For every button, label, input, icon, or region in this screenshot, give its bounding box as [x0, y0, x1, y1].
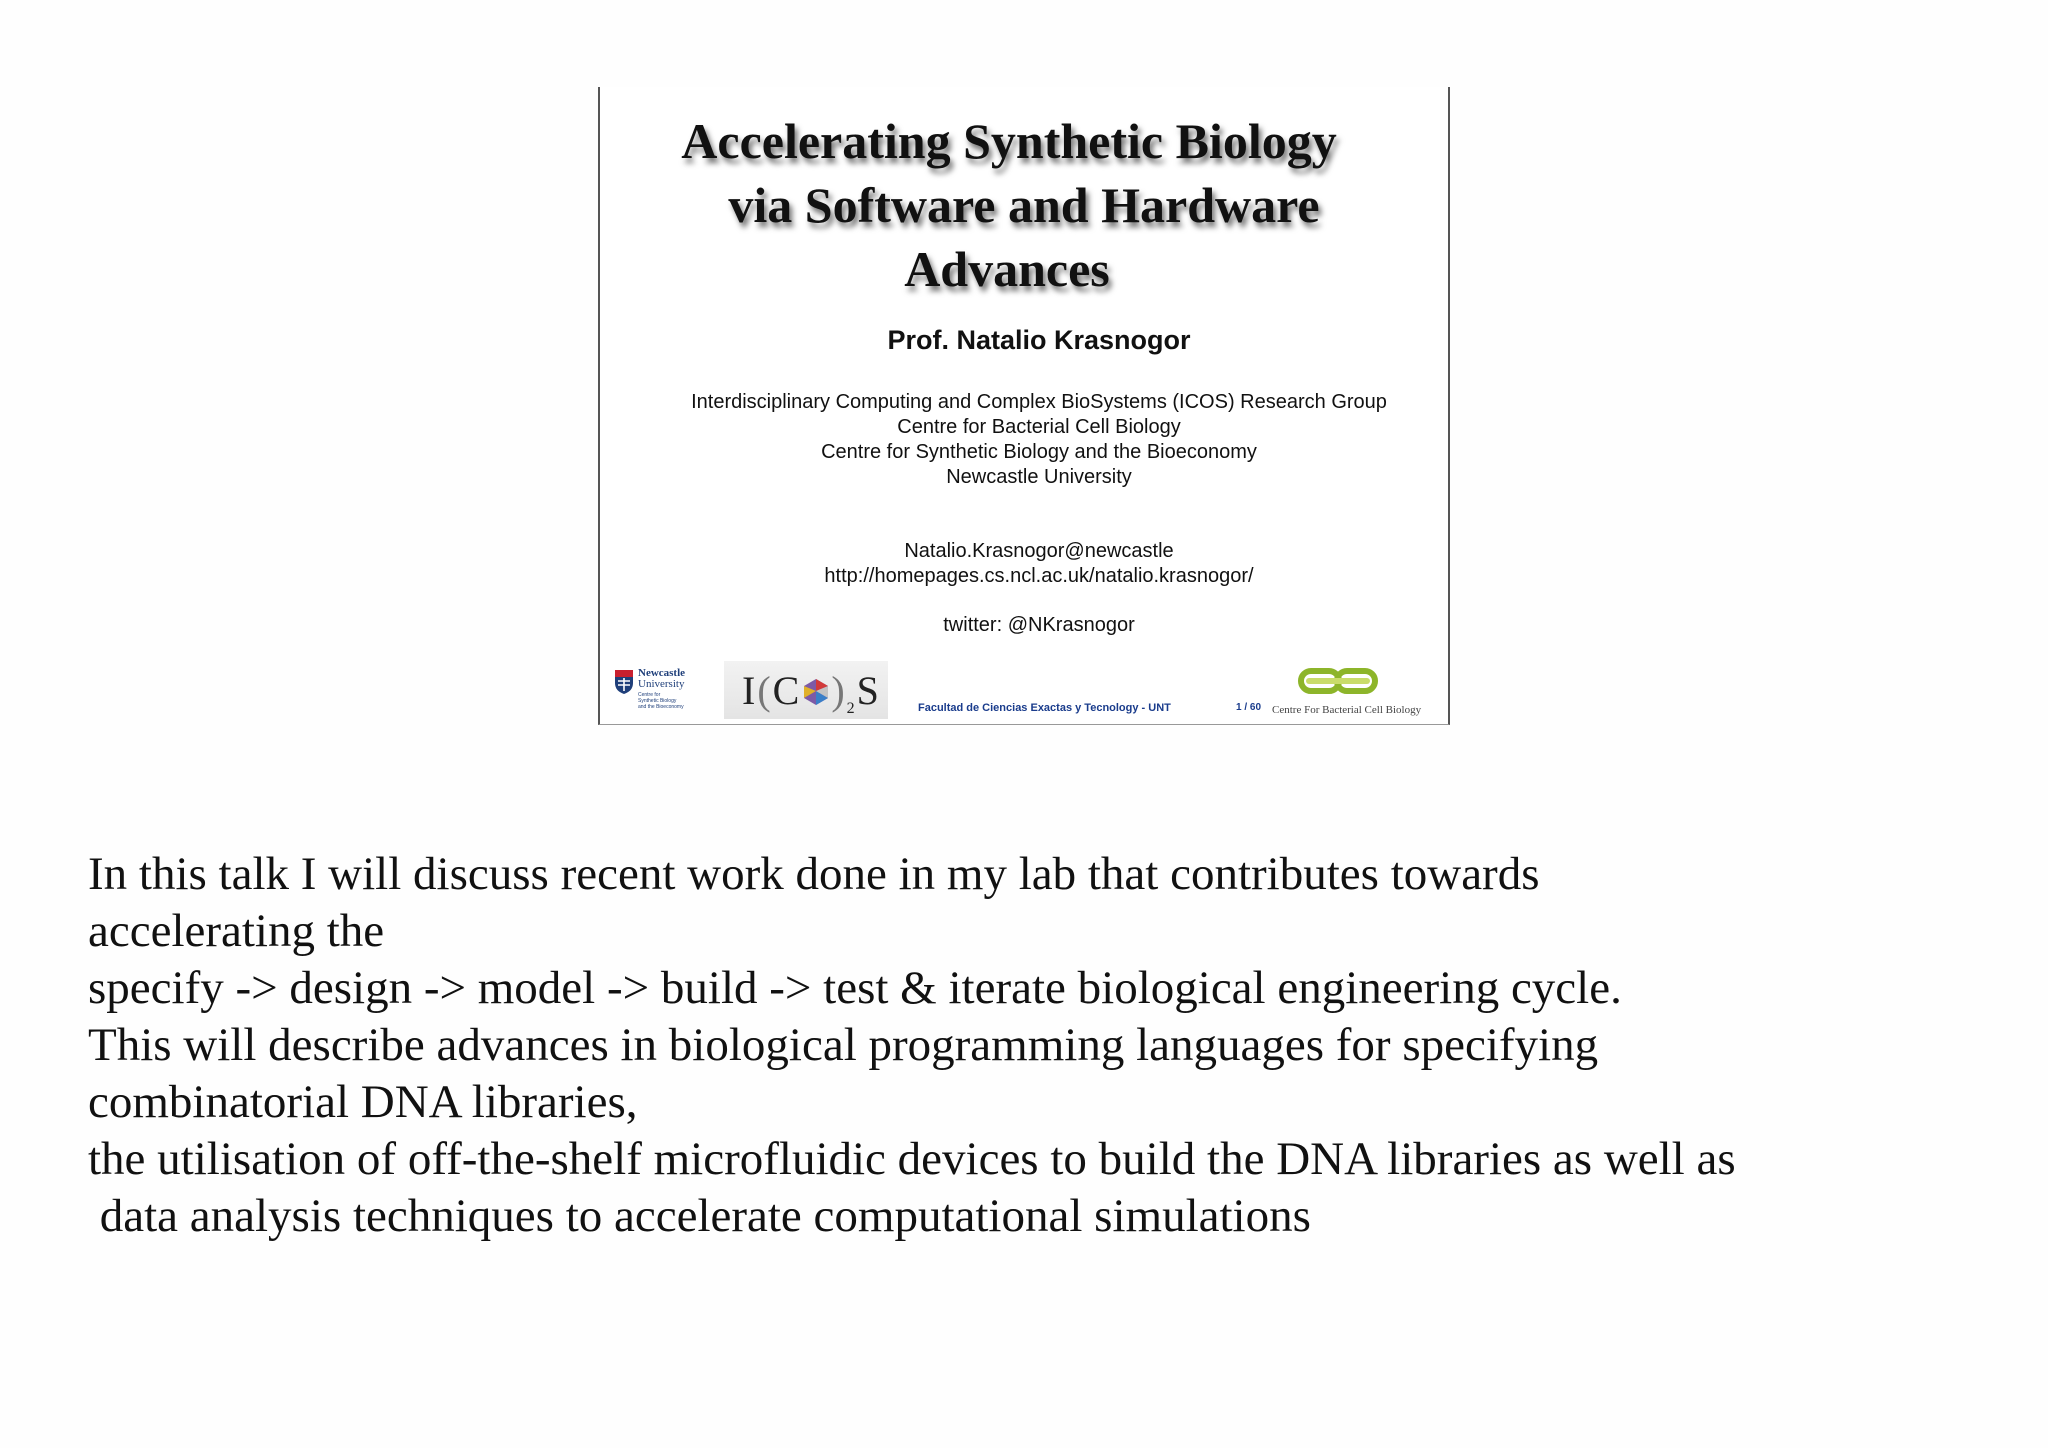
- newcastle-logo-name: [638, 668, 685, 690]
- slide-email: Natalio.Krasnogor@newcastle: [904, 540, 1174, 562]
- icos-bracket: (: [757, 668, 773, 713]
- slide-author: Prof. Natalio Krasnogor: [887, 325, 1191, 355]
- cbcb-logo-text: Centre For Bacterial Cell Biology: [1272, 704, 1422, 716]
- icos-logo: [724, 661, 888, 719]
- slide-title-line: Accelerating Synthetic Biology: [681, 113, 1337, 169]
- newcastle-logo-line: University: [638, 678, 685, 690]
- affiliation-line: Newcastle University: [946, 466, 1132, 488]
- newcastle-logo-subline: Synthetic Biology: [638, 698, 677, 704]
- notes-line: This will describe advances in biological programming languages for specifying: [88, 1019, 1599, 1071]
- bacteria-logo-icon: [1298, 667, 1378, 695]
- cbcb-logo: [1272, 667, 1452, 723]
- slide-title-line: via Software and Hardware: [728, 177, 1320, 233]
- icos-letter: C: [772, 668, 802, 713]
- icos-subscript: 2: [846, 700, 857, 717]
- slide-url: http://homepages.cs.ncl.ac.uk/natalio.krasnogor/: [824, 565, 1254, 587]
- newcastle-logo-subline: Centre for: [638, 692, 661, 698]
- notes-line: data analysis techniques to accelerate computational simulations: [88, 1190, 1311, 1242]
- slide-title-line: Advances: [904, 241, 1110, 297]
- newcastle-logo-line: Newcastle: [638, 667, 686, 679]
- slide-title: [600, 109, 1448, 301]
- slide-contact: [600, 539, 1448, 589]
- speaker-notes: [88, 846, 2018, 1245]
- slide-thumbnail: [598, 87, 1450, 725]
- notes-line: accelerating the: [88, 905, 385, 957]
- slide-affiliations: [600, 390, 1448, 490]
- icos-letter: I: [742, 668, 758, 713]
- notes-line: the utilisation of off-the-shelf microfluidic devices to build the DNA libraries as well as: [88, 1133, 1736, 1185]
- icos-letter: S: [856, 668, 881, 713]
- affiliation-line: Interdisciplinary Computing and Complex BioSystems (ICOS) Research Group: [691, 391, 1387, 413]
- newcastle-logo-subtitle: [638, 692, 684, 710]
- newcastle-crest-icon: [614, 669, 634, 695]
- slide-twitter: twitter: @NKrasnogor: [943, 614, 1135, 636]
- icos-logo-text: [742, 667, 881, 718]
- notes-line: In this talk I will discuss recent work done in my lab that contributes towards: [88, 848, 1540, 900]
- slide-page-number: 1 / 60: [1236, 702, 1262, 713]
- icosahedron-icon: [801, 677, 831, 707]
- notes-line: specify -> design -> model -> build -> test & iterate biological engineering cycle.: [88, 962, 1622, 1014]
- notes-line: combinatorial DNA libraries,: [88, 1076, 638, 1128]
- newcastle-logo-subline: and the Bioeconomy: [638, 704, 684, 710]
- slide-footer-institution: Facultad de Ciencias Exactas y Tecnology - UNT: [918, 702, 1171, 714]
- affiliation-line: Centre for Synthetic Biology and the Bioeconomy: [821, 441, 1257, 463]
- affiliation-line: Centre for Bacterial Cell Biology: [897, 416, 1181, 438]
- icos-bracket: ): [831, 668, 847, 713]
- newcastle-university-logo: [614, 668, 704, 718]
